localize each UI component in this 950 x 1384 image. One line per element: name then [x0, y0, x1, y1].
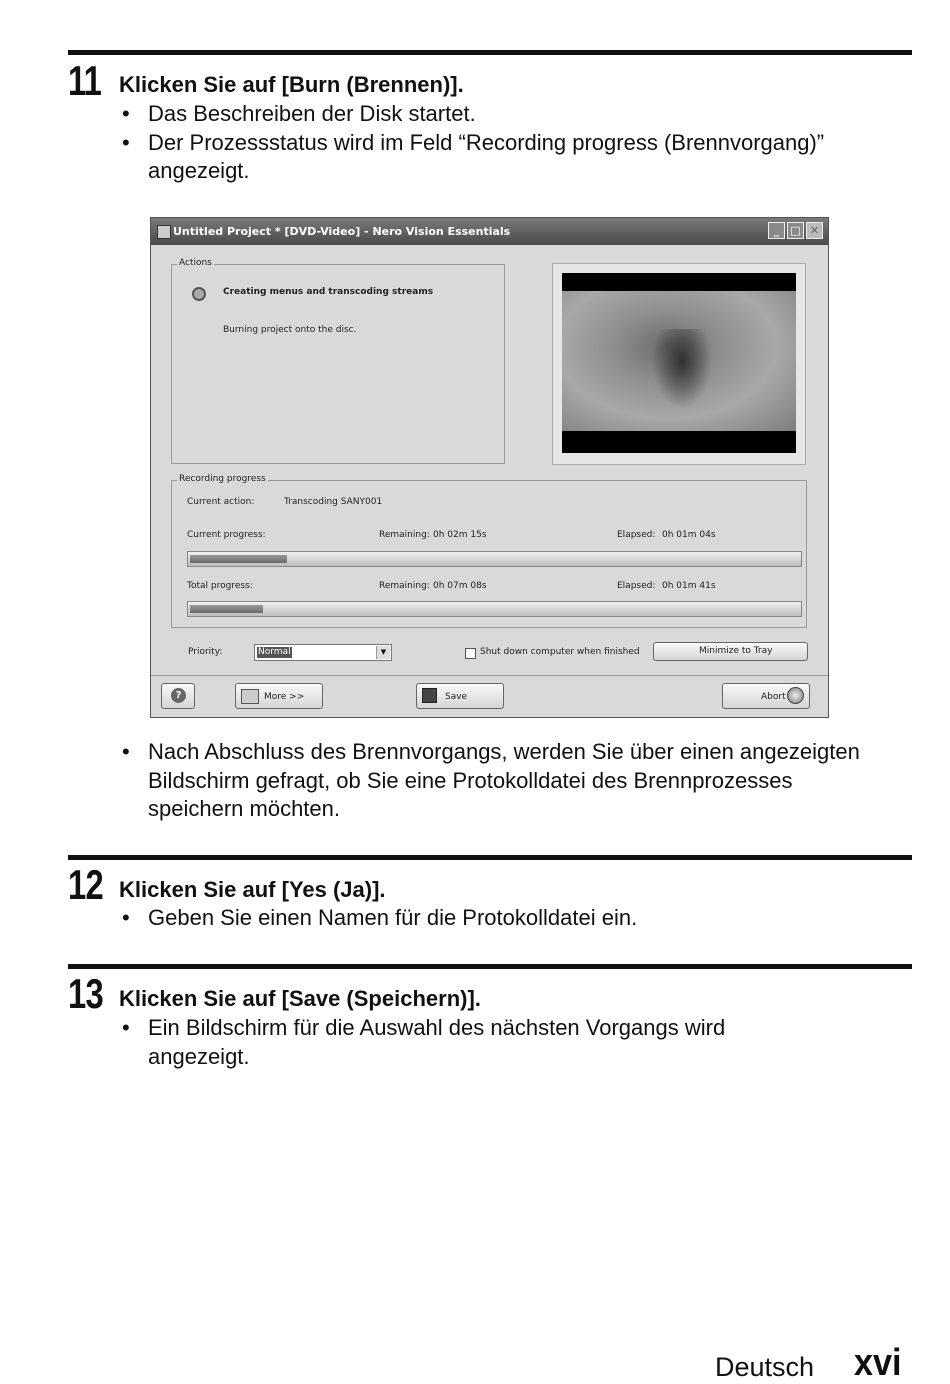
actions-label: Actions	[179, 258, 212, 268]
total-progress-label: Total progress:	[187, 581, 253, 591]
step-number-11: 11	[68, 57, 102, 104]
section-rule-13	[68, 964, 912, 969]
close-icon[interactable]: ✕	[806, 222, 823, 239]
chevron-down-icon[interactable]: ▼	[376, 646, 390, 659]
current-elapsed-label: Elapsed:	[617, 530, 656, 540]
abort-button[interactable]: Abort	[722, 683, 810, 709]
page-number: xvi	[854, 1342, 902, 1384]
recording-progress-label: Recording progress	[179, 474, 266, 484]
total-elapsed-value: 0h 01m 41s	[662, 581, 716, 591]
video-preview	[552, 263, 806, 465]
help-icon: ?	[171, 688, 186, 703]
save-button[interactable]: Save	[416, 683, 504, 709]
shutdown-label: Shut down computer when finished	[480, 647, 640, 657]
abort-icon	[787, 687, 804, 704]
minimize-to-tray-button[interactable]: Minimize to Tray	[653, 642, 808, 661]
current-progress-bar	[187, 551, 802, 567]
bottom-divider	[151, 675, 828, 676]
bullet-item: • Geben Sie einen Namen für die Protokolldatei ein.	[122, 905, 638, 930]
priority-label: Priority:	[188, 647, 223, 657]
floppy-disk-icon	[422, 688, 437, 703]
total-remaining-value: 0h 07m 08s	[433, 581, 487, 591]
more-icon	[241, 689, 259, 704]
total-remaining-label: Remaining:	[379, 581, 430, 591]
footer-language: Deutsch	[715, 1352, 815, 1382]
bullet-item: • Nach Abschluss des Brennvorgangs, werden Sie über einen angezeigten Bildschirm gefragt, ob Sie eine Protokolldatei des Brennprozesses speichern möchten.	[122, 739, 860, 821]
shutdown-checkbox[interactable]	[465, 648, 476, 659]
minimize-icon[interactable]: _	[768, 222, 785, 239]
action-current: Creating menus and transcoding streams	[223, 287, 434, 297]
step-title-12: Klicken Sie auf [Yes (Ja)].	[119, 877, 386, 902]
current-progress-label: Current progress:	[187, 530, 266, 540]
current-action-label: Current action:	[187, 497, 255, 507]
step-11-bullets	[122, 100, 912, 186]
help-button[interactable]	[161, 683, 195, 709]
more-button[interactable]: More >>	[235, 683, 323, 709]
step-title-13: Klicken Sie auf [Save (Speichern)].	[119, 986, 481, 1011]
progress-spinner-icon	[192, 287, 206, 301]
priority-select[interactable]: Normal ▼	[254, 644, 392, 661]
total-progress-bar	[187, 601, 802, 617]
action-next: Burning project onto the disc.	[223, 325, 357, 335]
recording-progress-group	[171, 474, 807, 628]
section-rule-11	[68, 50, 912, 55]
nero-window-screenshot	[150, 217, 829, 718]
step-title-11: Klicken Sie auf [Burn (Brennen)].	[119, 72, 464, 97]
actions-group	[171, 258, 505, 464]
current-elapsed-value: 0h 01m 04s	[662, 530, 716, 540]
step-number-13: 13	[68, 970, 103, 1017]
step-13-bullets	[122, 1014, 912, 1071]
app-icon	[157, 225, 171, 239]
bullet-item: • Das Beschreiben der Disk startet.	[122, 101, 476, 126]
window-titlebar	[151, 218, 828, 245]
step-11-after-bullets	[122, 738, 912, 824]
maximize-icon[interactable]: □	[787, 222, 804, 239]
total-elapsed-label: Elapsed:	[617, 581, 656, 591]
section-rule-12	[68, 855, 912, 860]
step-number-12: 12	[68, 861, 103, 908]
window-title: Untitled Project * [DVD-Video] - Nero Vision Essentials	[173, 225, 511, 238]
step-12-bullets	[122, 904, 912, 933]
current-remaining-value: 0h 02m 15s	[433, 530, 487, 540]
bullet-item: • Der Prozessstatus wird im Feld “Recording progress (Brennvorgang)” angezeigt.	[122, 129, 825, 183]
current-action-value: Transcoding SANY001	[284, 497, 383, 507]
bullet-item: • Ein Bildschirm für die Auswahl des nächsten Vorgangs wird angezeigt.	[122, 1015, 726, 1069]
current-remaining-label: Remaining:	[379, 530, 430, 540]
